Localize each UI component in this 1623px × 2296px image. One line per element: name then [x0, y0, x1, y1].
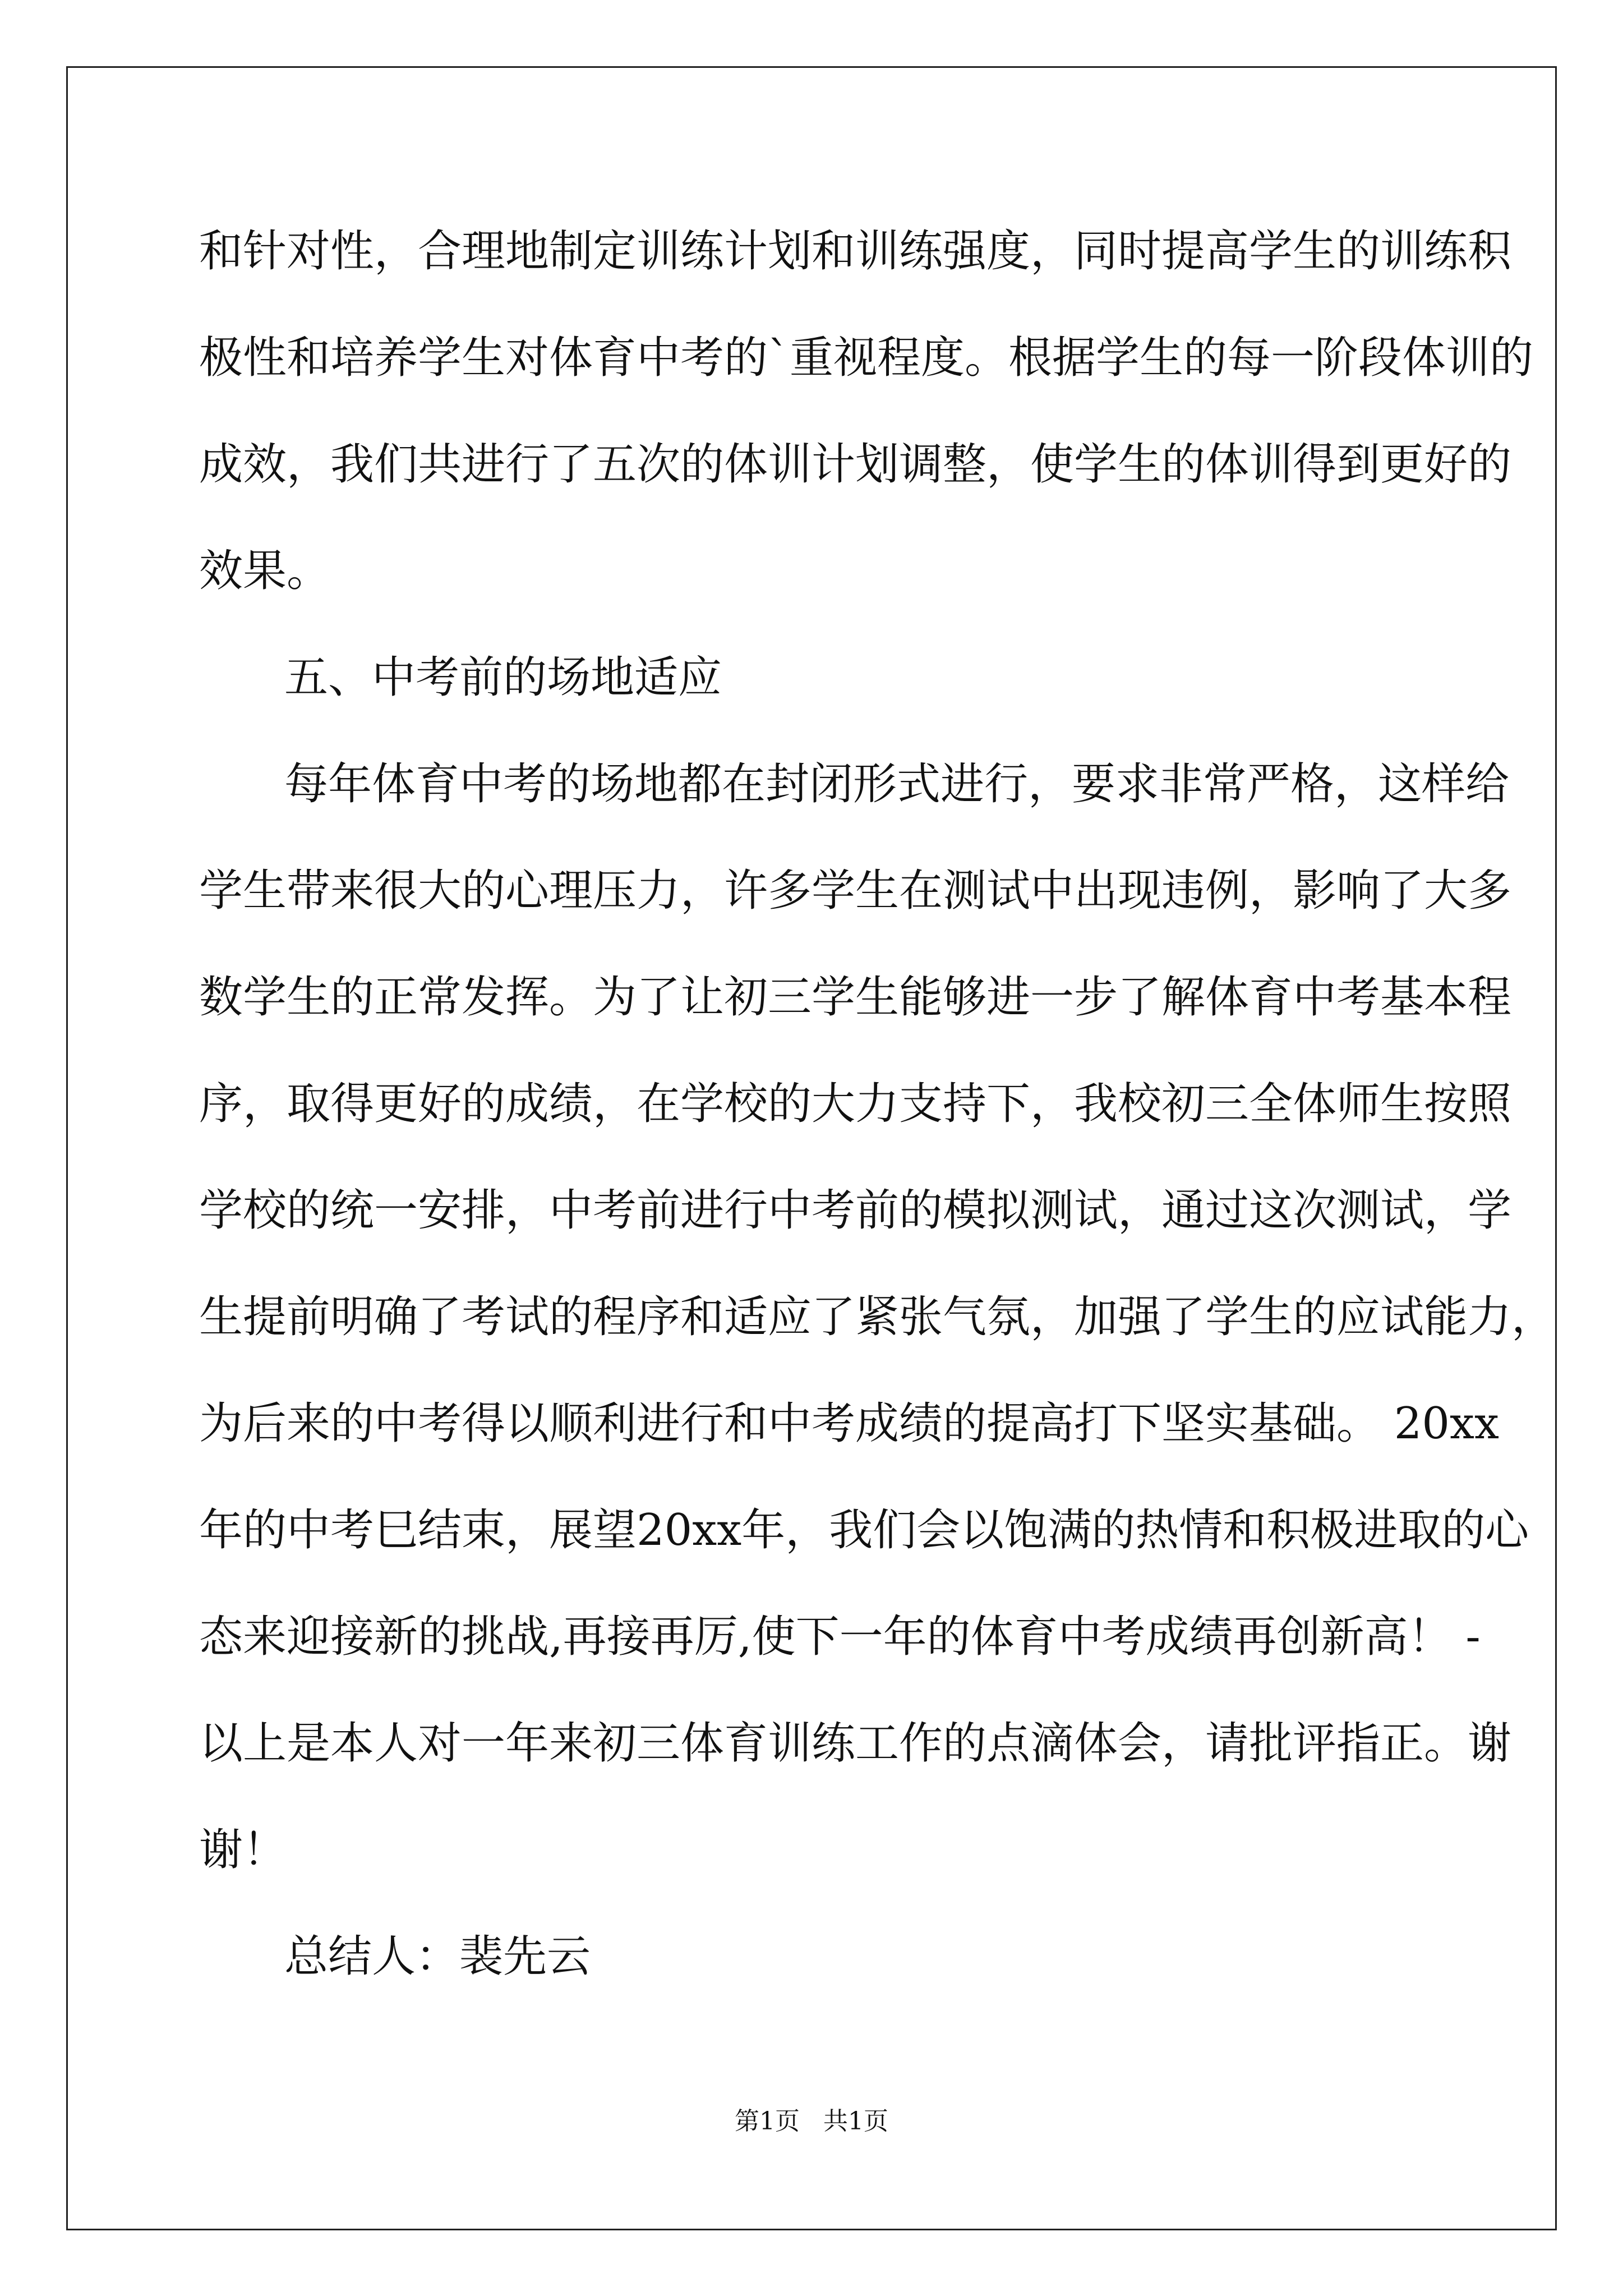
signature-line: 总结人：裴先云	[284, 1931, 591, 1982]
body-line: 效果。	[199, 546, 331, 596]
section-heading: 五、中考前的场地适应	[284, 652, 722, 703]
body-line: 成效，我们共进行了五次的体训计划调整，使学生的体训得到更好的	[199, 439, 1512, 490]
body-line: 年的中考巳结束，展望20xx年，我们会以饱满的热情和积极进取的心	[199, 1505, 1529, 1556]
page-number: 第1页 共1页	[735, 2107, 888, 2136]
body-line: 每年体育中考的场地都在封闭形式进行，要求非常严格，这样给	[284, 759, 1510, 809]
body-line: 谢！	[199, 1825, 287, 1875]
body-line: 为后来的中考得以顺利进行和中考成绩的提高打下坚实基础。 20xx	[199, 1398, 1500, 1449]
body-line: 和针对性，合理地制定训练计划和训练强度，同时提高学生的训练积	[199, 226, 1512, 277]
body-line: 以上是本人对一年来初三体育训练工作的点滴体会，请批评指正。谢	[199, 1718, 1512, 1769]
body-line: 极性和培养学生对体育中考的`重视程度。根据学生的每一阶段体训的	[199, 333, 1534, 383]
document-body	[199, 206, 1556, 2018]
body-line: 态来迎接新的挑战,再接再厉,使下一年的体育中考成绩再创新高！ -	[199, 1612, 1481, 1662]
body-line: 数学生的正常发挥。为了让初三学生能够进一步了解体育中考基本程	[199, 972, 1512, 1023]
body-line: 学生带来很大的心理压力，许多学生在测试中出现违例，影响了大多	[199, 866, 1512, 916]
body-line: 学校的统一安排，中考前进行中考前的模拟测试，通过这次测试，学	[199, 1185, 1512, 1236]
body-line: 序，取得更好的成绩，在学校的大力支持下，我校初三全体师生按照	[199, 1079, 1512, 1129]
body-line: 生提前明确了考试的程序和适应了紧张气氛，加强了学生的应试能力，	[199, 1292, 1556, 1342]
